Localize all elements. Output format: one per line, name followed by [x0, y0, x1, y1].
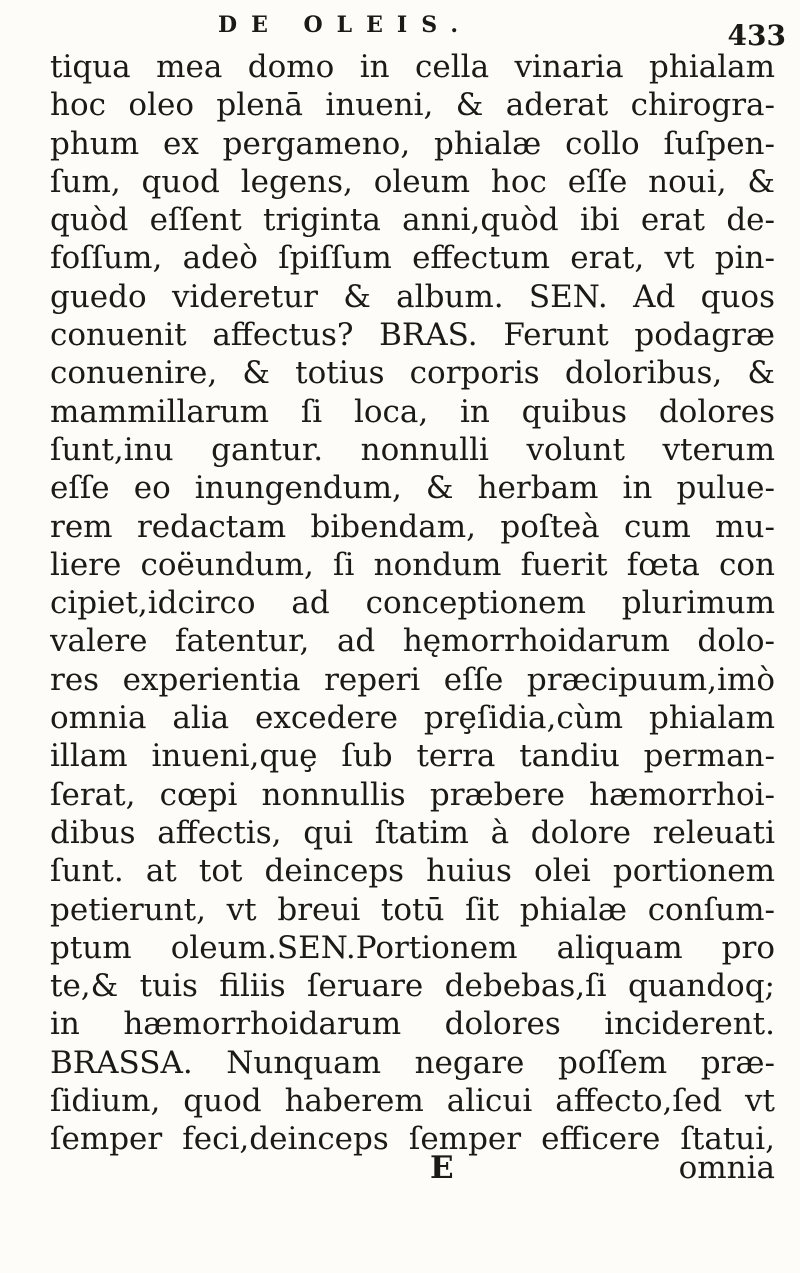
text-line: ſerat, cœpi nonnullis præbere hæmorrhoi-: [50, 776, 775, 813]
text-line: BRASSA. Nunquam negare poſſem præ-: [50, 1044, 775, 1081]
text-line: conuenire, & totius corporis doloribus, &: [50, 355, 775, 392]
signature-mark: E: [430, 1150, 454, 1186]
text-line: ſemper feci,deinceps ſemper efficere ſtatui,: [50, 1121, 775, 1158]
text-line: res experientia reperi eſſe præcipuum,imò: [50, 661, 775, 698]
text-line: omnia alia excedere prȩſidia,cùm phialam: [50, 700, 775, 737]
text-line: foſſum, adeò ſpiſſum effectum erat, vt pin-: [50, 240, 775, 277]
text-line: rem redactam bibendam, poſteà cum mu-: [50, 508, 775, 545]
text-line: hoc oleo plenā inueni, & aderat chirogra-: [50, 87, 775, 124]
running-head: DE OLEIS.: [218, 12, 472, 38]
text-line: ſunt. at tot deinceps huius olei portionem: [50, 853, 775, 890]
text-line: ſunt,inu gantur. nonnulli volunt vterum: [50, 431, 775, 468]
page-foot: [50, 1148, 775, 1188]
text-line: tiqua mea domo in cella vinaria phialam: [50, 49, 775, 85]
text-line: dibus affectis, qui ſtatim à dolore releuati: [50, 814, 775, 851]
text-line: phum ex pergameno, phialæ collo ſuſpen-: [50, 125, 775, 162]
text-line: liere coëundum, ſi nondum fuerit fœta con: [50, 546, 775, 583]
text-line: ſum, quod legens, oleum hoc eſſe noui, &: [50, 163, 775, 200]
text-line: ptum oleum.SEN.Portionem aliquam pro: [50, 929, 775, 966]
text-line: in hæmorrhoidarum dolores inciderent.: [50, 1006, 775, 1043]
catchword: omnia: [678, 1150, 775, 1186]
text-line: te,& tuis filiis ſeruare debebas,ſi quandoq;: [50, 968, 775, 1005]
text-line: valere fatentur, ad hęmorrhoidarum dolo-: [50, 623, 775, 660]
text-line: conuenit affectus? BRAS. Ferunt podagræ: [50, 317, 775, 354]
text-line: illam inueni,quȩ ſub terra tandiu perman-: [50, 738, 775, 775]
text-line: petierunt, vt breui totū ſit phialæ conſum-: [50, 891, 775, 928]
text-line: ſidium, quod haberem alicui affecto,ſed vt: [50, 1083, 775, 1120]
text-line: mammillarum ſi loca, in quibus dolores: [50, 393, 775, 430]
text-line: eſſe eo inungendum, & herbam in pulue-: [50, 470, 775, 507]
body-text: [50, 48, 775, 1159]
text-line: guedo videretur & album. SEN. Ad quos: [50, 278, 775, 315]
text-line: quòd eſſent triginta anni,quòd ibi erat de-: [50, 202, 775, 239]
page-number: 433: [727, 19, 786, 52]
text-line: cipiet,idcirco ad conceptionem plurimum: [50, 585, 775, 622]
